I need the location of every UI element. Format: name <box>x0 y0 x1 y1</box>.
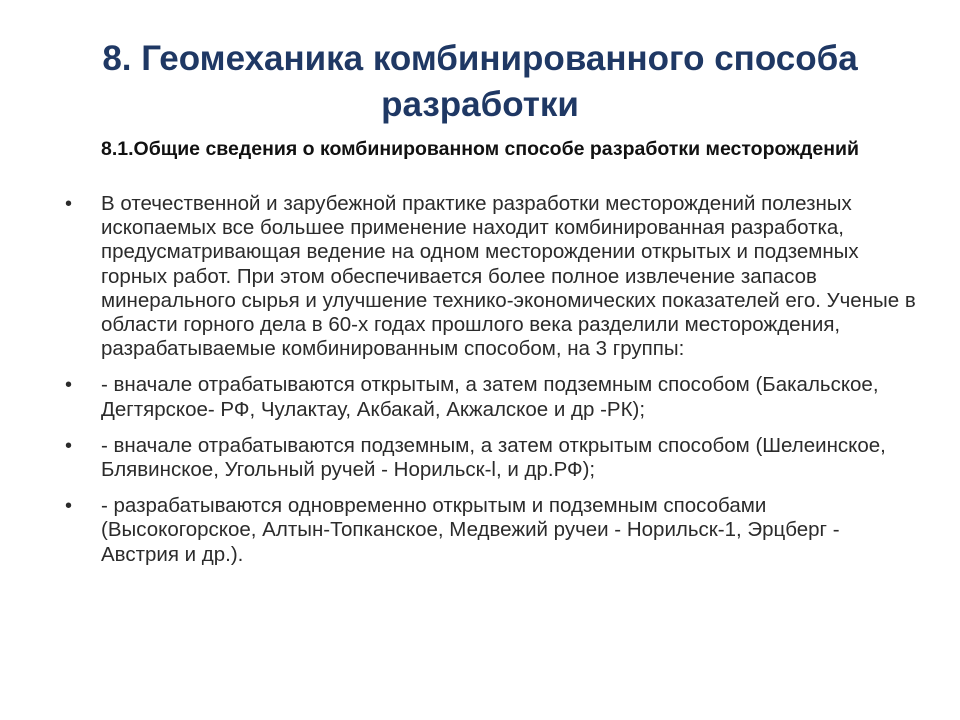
slide-subtitle: 8.1.Общие сведения о комбинированном способе разработки месторождений <box>101 138 859 160</box>
bullet-icon: • <box>65 374 73 397</box>
bullet-text: - вначале отрабатываются открытым, а затем подземным способом (Бакальское, Дегтярское- РФ, Чулактау, Акбакай, Акжалское и др -РК); <box>101 373 879 421</box>
bullet-item <box>0 434 921 482</box>
bullet-item <box>0 494 921 567</box>
slide-title: 8. Геомеханика комбинированного способа разработки <box>102 39 858 124</box>
bullet-icon: • <box>65 434 73 457</box>
bullet-text: В отечественной и зарубежной практике разработки месторождений полезных ископаемых все большее применение находит комбинированная разработка, предусматривающая ведение на одном месторождении открытых и подземных горных работ. При этом обеспечивается более полное извлечение запасов минерального сырья и улучшение технико-экономических показателей его. Ученые в области горного дела в 60-х годах прошлого века разделили месторождения, разрабатываемые комбинированным способом, на 3 группы: <box>101 192 916 361</box>
bullet-item <box>0 192 921 361</box>
bullet-list <box>0 192 960 579</box>
bullet-text: - разрабатываются одновременно открытым и подземным способами (Высокогорское, Алтын-Топканское, Медвежий ручеи - Норильск-1, Эрцберг - Австрия и др.). <box>101 494 840 566</box>
bullet-text: - вначале отрабатываются подземным, а затем открытым способом (Шелеинское, Блявинское, Угольный ручей - Норильск-l, и др.РФ); <box>101 433 886 482</box>
bullet-icon: • <box>65 193 73 215</box>
bullet-item <box>0 373 921 421</box>
bullet-icon: • <box>65 495 73 518</box>
